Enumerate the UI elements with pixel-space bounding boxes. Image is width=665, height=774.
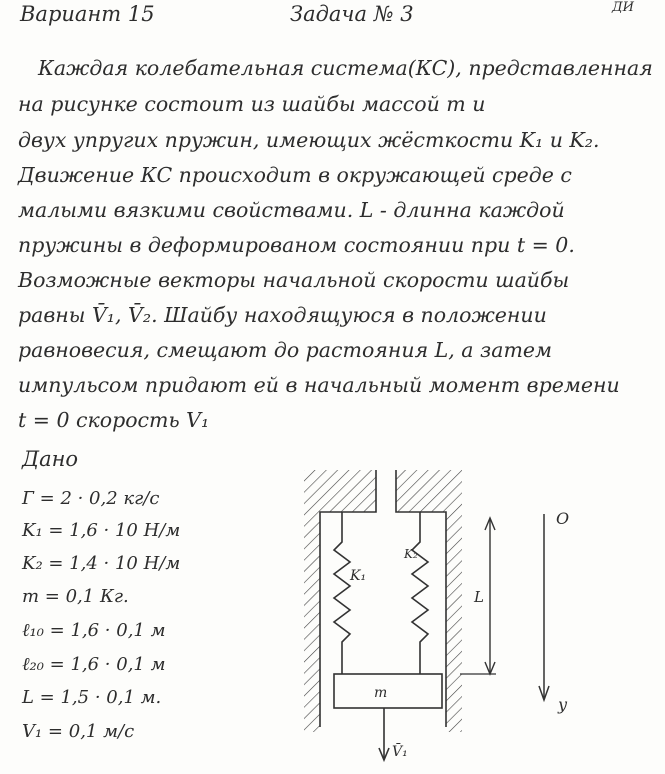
given-title: Дано <box>22 447 79 471</box>
given-item-l10: ℓ₁₀ = 1,6 · 0,1 м <box>22 620 166 641</box>
given-item-k2: K₂ = 1,4 · 10 Н/м <box>22 553 181 574</box>
problem-line-9: равновесия, смещают до растояния L, а затем <box>18 338 553 362</box>
spring-k1-label: K₁ <box>350 568 367 584</box>
problem-line-10: импульсом придают ей в начальный момент времени <box>18 373 620 397</box>
spring-k1 <box>334 512 350 674</box>
given-item-l20: ℓ₂₀ = 1,6 · 0,1 м <box>22 654 166 675</box>
velocity-label: V̄₁ <box>392 744 408 760</box>
problem-line-4: Движение КС происходит в окружающей среде с <box>18 163 572 187</box>
problem-line-5: малыми вязкими свойствами. L - длинна каждой <box>18 198 565 222</box>
given-item-mass: m = 0,1 Кг. <box>22 586 129 607</box>
mass-block <box>334 674 442 708</box>
spring-k2 <box>412 512 428 674</box>
spring-k2-label: K₂ <box>404 547 418 561</box>
problem-line-11: t = 0 скорость V₁ <box>18 408 210 432</box>
given-item-length: L = 1,5 · 0,1 м. <box>22 687 162 708</box>
given-item-k1: K₁ = 1,6 · 10 Н/м <box>22 520 181 541</box>
problem-line-8: равны V̄₁, V̄₂. Шайбу находящуюся в положении <box>18 303 547 327</box>
mass-label: m <box>374 685 388 701</box>
problem-line-3: двух упругих пружин, имеющих жёсткости K₁ и K₂. <box>18 128 600 152</box>
length-label: L <box>474 588 484 606</box>
given-item-v1: V₁ = 0,1 м/с <box>22 721 135 742</box>
origin-label: O <box>556 509 570 528</box>
problem-line-7: Возможные векторы начальной скорости шайбы <box>18 268 570 292</box>
problem-line-1: Каждая колебательная система(КС), представленная <box>38 56 653 80</box>
given-item-resistance: Г = 2 · 0,2 кг/с <box>22 488 160 509</box>
y-axis-label: y <box>558 695 568 714</box>
variant-heading: Вариант 15 <box>20 2 155 26</box>
problem-line-6: пружины в деформированом состоянии при t = 0. <box>18 233 575 257</box>
corner-mark: ДИ <box>612 0 634 15</box>
spring-mass-figure <box>300 462 600 768</box>
task-heading: Задача № 3 <box>290 2 414 26</box>
problem-line-2: на рисунке состоит из шайбы массой m и <box>18 92 486 116</box>
